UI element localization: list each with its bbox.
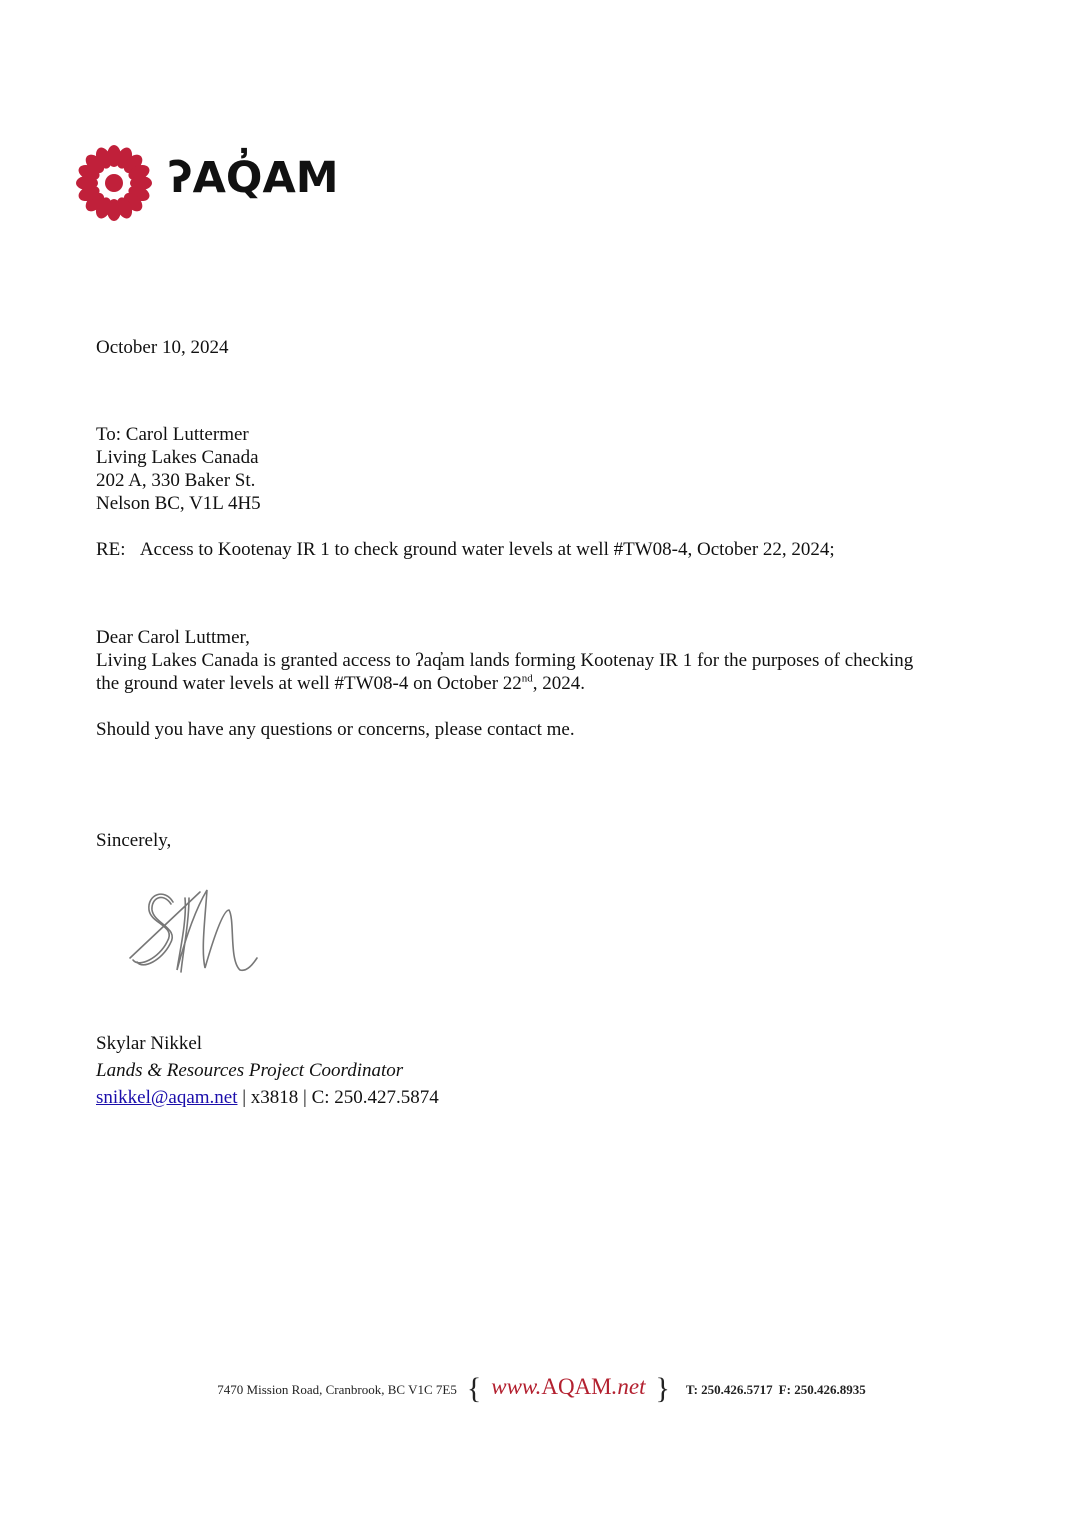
web-suffix: .net xyxy=(611,1374,646,1399)
re-label: RE: xyxy=(96,539,126,560)
re-line xyxy=(96,538,835,561)
signer-name: Skylar Nikkel xyxy=(96,1033,203,1054)
body-line: Living Lakes Canada is granted access to ʔaq̓am lands forming Kootenay IR 1 for the purposes of checking xyxy=(96,650,914,671)
letter-date: October 10, 2024 xyxy=(96,337,229,358)
contact-line xyxy=(96,1086,439,1109)
brace-left: { xyxy=(466,1372,482,1405)
signature xyxy=(125,880,265,980)
brace-right: } xyxy=(655,1372,670,1405)
body-text: the ground water levels at well #TW08-4 on October 22 xyxy=(96,673,522,694)
letterhead-footer xyxy=(0,1372,1083,1406)
footer-website xyxy=(491,1374,645,1399)
salutation: Dear Carol Luttmer, xyxy=(96,627,250,648)
web-prefix: www. xyxy=(491,1374,542,1399)
body-paragraph: Should you have any questions or concerns, please contact me. xyxy=(96,719,575,740)
signature-block xyxy=(96,1032,439,1109)
recipient-line: Nelson BC, V1L 4H5 xyxy=(96,493,261,514)
re-text: Access to Kootenay IR 1 to check ground water levels at well #TW08-4, October 22, 2024; xyxy=(139,539,835,560)
contact-details: | x3818 | C: 250.427.5874 xyxy=(237,1087,439,1108)
ordinal-suffix: nd xyxy=(521,672,533,685)
letter-body xyxy=(96,626,913,741)
recipient-line: To: Carol Luttermer xyxy=(96,424,249,445)
closing: Sincerely, xyxy=(96,830,172,851)
footer-address: 7470 Mission Road, Cranbrook, BC V1C 7E5 xyxy=(217,1382,457,1397)
recipient-line: Living Lakes Canada xyxy=(96,447,259,468)
logo-wordmark: ʔAQ̓AM xyxy=(168,153,339,203)
web-name: AQAM xyxy=(541,1374,612,1399)
email-link[interactable]: snikkel@aqam.net xyxy=(96,1087,238,1108)
footer-phone: T: 250.426.5717 xyxy=(685,1382,773,1397)
signer-title: Lands & Resources Project Coordinator xyxy=(96,1060,404,1081)
recipient-line: 202 A, 330 Baker St. xyxy=(96,470,256,491)
footer-fax: F: 250.426.8935 xyxy=(778,1382,866,1397)
recipient-address xyxy=(96,423,261,515)
body-line xyxy=(96,672,913,695)
aqam-flower-logo xyxy=(74,143,154,223)
body-text: , 2024. xyxy=(532,673,586,694)
